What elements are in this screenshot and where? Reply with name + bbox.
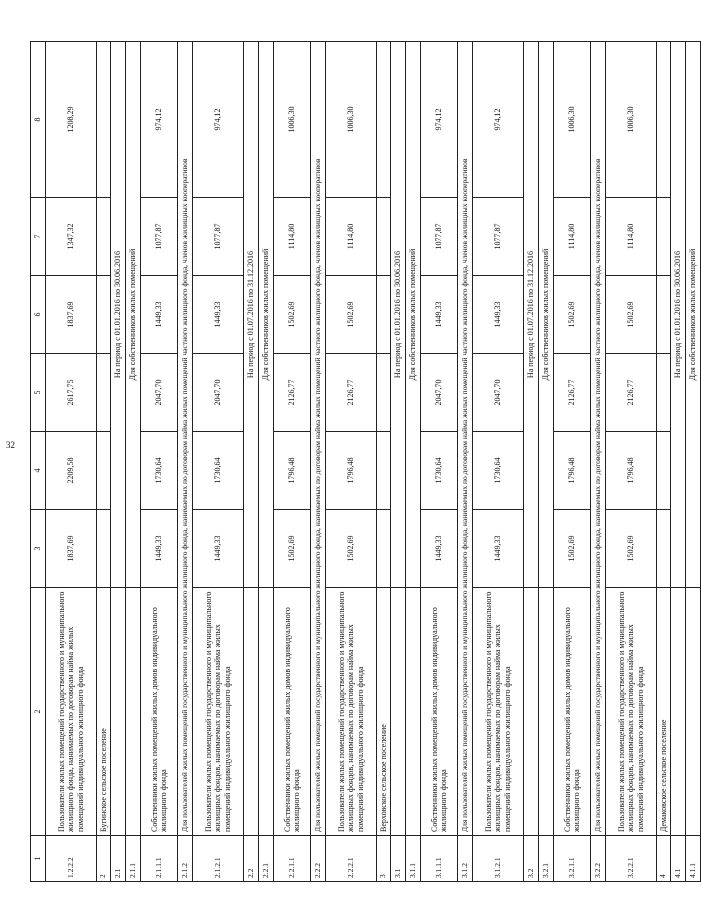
section-row [657,42,671,882]
value-cell: 1006,30 [326,42,377,198]
value-cell: 2047,70 [421,354,458,432]
value-cell: 1730,64 [193,432,244,510]
table-row [46,42,97,882]
period-label [126,42,141,588]
value-cell: 2209,58 [46,432,97,510]
period-row [244,42,259,882]
row-code: 1.2.2.2 [46,836,97,882]
period-code: 2.2.1 [259,836,274,882]
header-cell: 4 [31,432,46,510]
value-cell: 1796,48 [326,432,377,510]
row-code: 3.1.2.1 [473,836,524,882]
period-code: 2.1 [111,836,126,882]
empty-cell [657,432,671,510]
section-code: 4 [657,836,671,882]
period-row [524,42,539,882]
row-code: 2.1.2.1 [193,836,244,882]
row-code: 2.2.1.1 [274,836,311,882]
category-text: Для пользователей жилых помещений государственного и муниципального жилищного фонда, нанимаемых по договорам найма жилых помещений частного жилищного фонда, членов жилищных кооперативов [458,42,473,836]
value-cell: 974,12 [141,42,178,198]
section-name: Верховское сельское поселение [377,588,391,836]
row-code: 3.1.1.1 [421,836,458,882]
row-name: Пользователи жилых помещений государственного и муниципального жилищных фондов, нанимаемых по договорам найма жилых помещений индивидуального жилищного фонда [606,588,657,836]
category-code: 2.2.2 [311,836,326,882]
empty-cell [657,354,671,432]
header-row [31,42,46,882]
row-code: 3.2.1.1 [554,836,591,882]
period-row [539,42,554,882]
table-row [141,42,178,882]
row-name: Собственники жилых помещений жилых домов индивидуального жилищного фонда [421,588,458,836]
period-label [391,42,406,588]
value-cell: 1502,69 [554,510,591,588]
category-row [178,42,193,882]
period-code: 2.2 [244,836,259,882]
value-cell: 1730,64 [421,432,458,510]
value-cell: 1449,33 [421,510,458,588]
value-cell: 1502,69 [274,510,311,588]
period-label [686,42,701,588]
empty-cell [686,588,701,836]
empty-cell [377,354,391,432]
empty-cell [657,276,671,354]
empty-cell [657,42,671,198]
category-code: 3.1.2 [458,836,473,882]
value-cell: 1449,33 [141,276,178,354]
value-cell: 1796,48 [274,432,311,510]
header-cell: 6 [31,276,46,354]
value-cell: 1502,69 [606,510,657,588]
row-name: Пользователи жилых помещений государственного и муниципального жилищного фонда, нанимаемых по договорам найма жилых помещений индивидуального жилищного фонда [46,588,97,836]
empty-cell [259,588,274,836]
category-code: 2.1.2 [178,836,193,882]
value-cell: 2126,77 [274,354,311,432]
value-cell: 1730,64 [473,432,524,510]
row-code: 2.1.1.1 [141,836,178,882]
value-cell: 1449,33 [141,510,178,588]
empty-cell [97,354,111,432]
section-row [377,42,391,882]
period-label [406,42,421,588]
row-code: 2.2.2.1 [326,836,377,882]
row-name: Пользователи жилых помещений государственного и муниципального жилищных фондов, нанимаемых по договорам найма жилых помещений индивидуального жилищного фонда [193,588,244,836]
empty-cell [97,510,111,588]
empty-cell [97,198,111,276]
section-code: 3 [377,836,391,882]
row-name: Пользователи жилых помещений государственного и муниципального жилищных фондов, нанимаемых по договорам найма жилых помещений индивидуального жилищного фонда [326,588,377,836]
period-text: На период с 01.01.2016 по 30.06.2016 [393,250,403,379]
period-label [539,42,554,588]
period-row [391,42,406,882]
rotated-table-container [30,42,698,882]
period-label [259,42,274,588]
period-code: 3.1 [391,836,406,882]
category-row [458,42,473,882]
value-cell: 1502,69 [606,276,657,354]
value-cell: 1006,30 [554,42,591,198]
table-body [31,42,701,882]
period-code: 3.2 [524,836,539,882]
empty-cell [97,42,111,198]
period-label [244,42,259,588]
header-cell: 3 [31,510,46,588]
period-text: Для собственников жилых помещений [541,248,551,381]
empty-cell [539,588,554,836]
row-name: Собственники жилых помещений жилых домов индивидуального жилищного фонда [141,588,178,836]
value-cell: 2047,70 [473,354,524,432]
value-cell: 1837,69 [46,276,97,354]
period-row [126,42,141,882]
value-cell: 1006,30 [606,42,657,198]
period-label [671,42,686,588]
section-name: Демаковское сельское поселение [657,588,671,836]
empty-cell [377,510,391,588]
value-cell: 1449,33 [193,510,244,588]
value-cell: 1796,48 [554,432,591,510]
period-text: Для собственников жилых помещений [688,248,698,381]
period-text: На период с 01.07.2016 по 31.12.2016 [526,250,536,379]
header-cell: 1 [31,836,46,882]
empty-cell [406,588,421,836]
empty-cell [524,588,539,836]
value-cell: 1502,69 [326,510,377,588]
row-name: Пользователи жилых помещений государственного и муниципального жилищных фондов, нанимаемых по договорам найма жилых помещений индивидуального жилищного фонда [473,588,524,836]
table-row [421,42,458,882]
value-cell: 2126,77 [554,354,591,432]
table-row [193,42,244,882]
value-cell: 1502,69 [274,276,311,354]
value-cell: 974,12 [421,42,458,198]
category-text: Для пользователей жилых помещений государственного и муниципального жилищного фонда, нанимаемых по договорам найма жилых помещений частного жилищного фонда, членов жилищных кооперативов [311,42,326,836]
empty-cell [671,588,686,836]
category-text: Для пользователей жилых помещений государственного и муниципального жилищного фонда, нанимаемых по договорам найма жилых помещений частного жилищного фонда, членов жилищных кооперативов [591,42,606,836]
value-cell: 1006,30 [274,42,311,198]
empty-cell [111,588,126,836]
empty-cell [126,588,141,836]
period-row [686,42,701,882]
row-name: Собственники жилых помещений жилых домов индивидуального жилищного фонда [274,588,311,836]
value-cell: 1449,33 [473,510,524,588]
value-cell: 2126,77 [606,354,657,432]
empty-cell [244,588,259,836]
empty-cell [377,276,391,354]
period-code: 3.2.1 [539,836,554,882]
table-row [473,42,524,882]
period-label [111,42,126,588]
value-cell: 2047,70 [193,354,244,432]
empty-cell [391,588,406,836]
value-cell: 1796,48 [606,432,657,510]
row-code: 3.2.2.1 [606,836,657,882]
value-cell: 1077,87 [421,198,458,276]
empty-cell [657,510,671,588]
category-text: Для пользователей жилых помещений государственного и муниципального жилищного фонда, нанимаемых по договорам найма жилых помещений частного жилищного фонда, членов жилищных кооперативов [178,42,193,836]
value-cell: 1730,64 [141,432,178,510]
value-cell: 1502,69 [554,276,591,354]
value-cell: 1208,29 [46,42,97,198]
section-code: 2 [97,836,111,882]
period-label [524,42,539,588]
header-cell: 2 [31,588,46,836]
category-row [591,42,606,882]
table-row [606,42,657,882]
value-cell: 2617,75 [46,354,97,432]
value-cell: 1077,87 [141,198,178,276]
row-name: Собственники жилых помещений жилых домов индивидуального жилищного фонда [554,588,591,836]
value-cell: 1077,87 [473,198,524,276]
section-row [97,42,111,882]
value-cell: 1077,87 [193,198,244,276]
value-cell: 1449,33 [473,276,524,354]
empty-cell [377,432,391,510]
period-row [259,42,274,882]
empty-cell [97,276,111,354]
value-cell: 1449,33 [421,276,458,354]
value-cell: 974,12 [473,42,524,198]
section-name: Бугинское сельское поселение [97,588,111,836]
period-row [111,42,126,882]
value-cell: 2047,70 [141,354,178,432]
empty-cell [377,198,391,276]
category-code: 3.2.2 [591,836,606,882]
value-cell: 1347,32 [46,198,97,276]
tariff-table [30,41,701,882]
value-cell: 1449,33 [193,276,244,354]
period-text: Для собственников жилых помещений [261,248,271,381]
period-row [671,42,686,882]
value-cell: 1114,80 [326,198,377,276]
category-row [311,42,326,882]
period-text: Для собственников жилых помещений [408,248,418,381]
value-cell: 974,12 [193,42,244,198]
period-text: На период с 01.01.2016 по 30.06.2016 [113,250,123,379]
period-row [406,42,421,882]
empty-cell [377,42,391,198]
value-cell: 1114,80 [554,198,591,276]
empty-cell [97,432,111,510]
header-cell: 7 [31,198,46,276]
table-row [274,42,311,882]
page-number: 32 [6,440,15,450]
table-row [554,42,591,882]
period-text: Для собственников жилых помещений [128,248,138,381]
value-cell: 1502,69 [326,276,377,354]
value-cell: 1837,69 [46,510,97,588]
value-cell: 1114,80 [606,198,657,276]
table-row [326,42,377,882]
period-text: На период с 01.07.2016 по 31.12.2016 [246,250,256,379]
period-code: 3.1.1 [406,836,421,882]
header-cell: 8 [31,42,46,198]
value-cell: 2126,77 [326,354,377,432]
period-code: 4.1 [671,836,686,882]
period-text: На период с 01.01.2016 по 30.06.2016 [673,250,683,379]
empty-cell [657,198,671,276]
period-code: 4.1.1 [686,836,701,882]
header-cell: 5 [31,354,46,432]
value-cell: 1114,80 [274,198,311,276]
period-code: 2.1.1 [126,836,141,882]
